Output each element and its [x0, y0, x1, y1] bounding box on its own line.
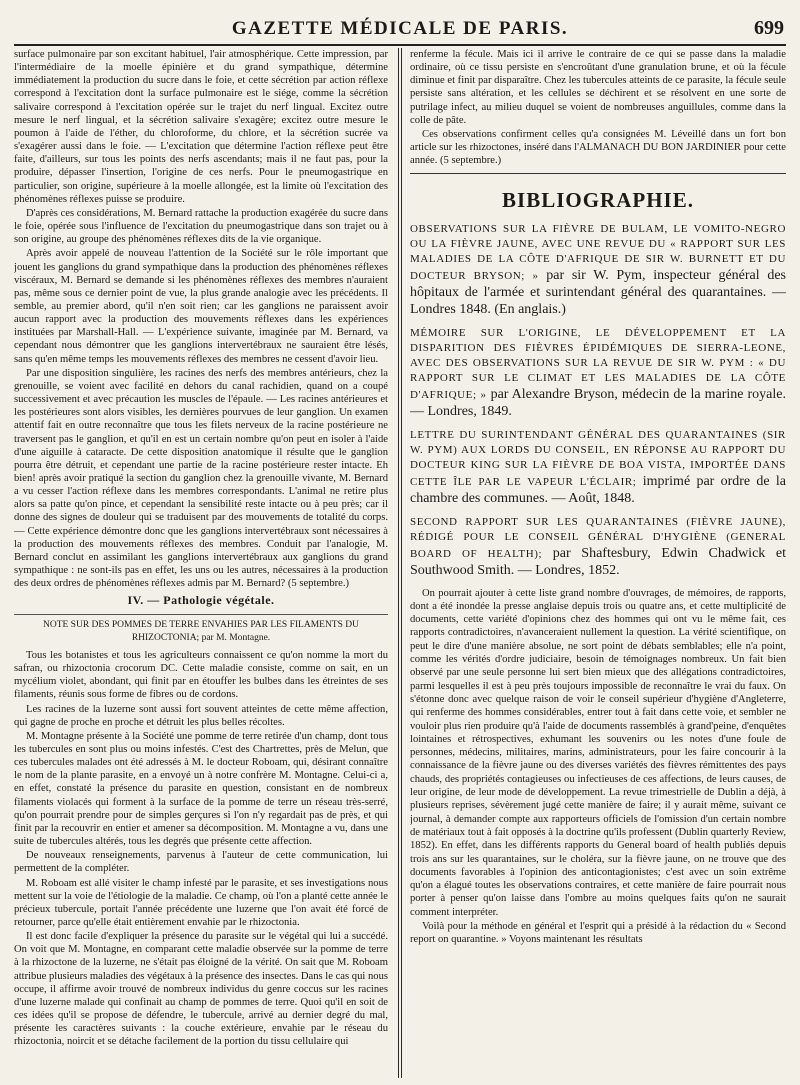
- section-title: IV. — Pathologie végétale.: [127, 593, 275, 608]
- entry-title: OBSERVATIONS SUR LA FIÈVRE DE BULAM, LE VOMITO-NEGRO OU LA FIÈVRE JAUNE, AVEC UNE REVUE DU « RAPPORT SUR LES MALADIES DE LA CÔTE D'AFRIQUE DE SIR W. BURNETT ET DU DOCTEUR BRYSON; »: [410, 222, 786, 282]
- section-rule: [410, 173, 786, 174]
- left-column: [14, 48, 388, 1078]
- entry-author: par Shaftesbury, Edwin Chadwick et Southwood Smith. — Londres, 1852.: [410, 545, 786, 578]
- column-divider: [398, 48, 399, 1078]
- page-header: [14, 14, 786, 46]
- journal-title: GAZETTE MÉDICALE DE PARIS.: [231, 18, 569, 39]
- entry-author: par Alexandre Bryson, médecin de la marine royale. — Londres, 1849.: [410, 386, 786, 419]
- bibliography-title: BIBLIOGRAPHIE.: [502, 188, 694, 213]
- paragraph: D'après ces considérations, M. Bernard rattache la production exagérée du sucre dans le foie, opérée sous l'influence de l'excitation du pneumogastrique dans son trajet ou à son origine, au groupe des phénomènes réflexes dits de la vie organique.: [14, 207, 388, 246]
- paragraph: Par une disposition singulière, les racines des nerfs des membres antérieurs, chez la grenouille, se voient avec facilité en dehors du canal rachidien, quand on a coupé successivement et avec précaution les muscles de l'épaule. — Les racines antérieures et les postérieures sont alors visibles, les dernières pourvues de leur ganglion. Un examen attentif fait en outre reconnaître que tous les filets nerveux de la racine postérieure ne traversent pas le ganglion, et qu'il en est un certain nombre qu'on peut en isoler à l'aide d'une aiguille à cataracte. De cette disposition anatomique il résulte que le ganglion pourra être détruit, et cependant une partie de la racine postérieure rester intacte. Eh bien! après avoir pratiqué la section du ganglion chez la grenouille vivante, M. Bernard a vu cesser l'action réflexe dans les membres correspondants. L'animal ne retire plus alors sa patte qu'on pince, et cependant la sensibilité reste intacte ou à peu près; car il donne des signes de douleur qui se traduisent par des mouvements de totalité du corps. — Cette expérience démontre donc que les ganglions intervertébraux sont nécessaires à la production des mouvements réflexes des membres. Conduit par l'analogie, M. Bernard conclut en assimilant les ganglions intervertébraux aux ganglions du grand sympathique : ne sont-ils pas en effet, les uns ou les autres, nécessaires à la production des deux ordres de phénomènes réflexes admis par M. Bernard? (5 septembre.): [14, 367, 388, 590]
- paragraph: Tous les botanistes et tous les agriculteurs connaissent ce qu'on nomme la mort du safran, ou rhizoctonia crocorum DC. Cette maladie consiste, comme on sait, en un mycélium violet, abondant, qui finit par en étouffer les bulbes dans les étreintes de ses filaments, réunis sous forme de fibres ou de cordons.: [14, 649, 388, 701]
- bibliography-entry: [410, 428, 786, 507]
- entry-author: imprimé par ordre de la chambre des communes. — Août, 1848.: [410, 473, 786, 506]
- review-body: [410, 587, 786, 947]
- paragraph: Après avoir appelé de nouveau l'attention de la Société sur le rôle important que jouent les ganglions du grand sympathique dans la production des phénomènes réflexes viscéraux, M. Bernard se demande si les phénomènes réflexes des membres n'auraient pas, même sous ce dernier point de vue, la plus grande analogie avec les précédents. Il semble, au premier abord, qu'il n'en soit rien; car les ganglions ne paraissent avoir aucun rapport avec la production des mouvements réflexes dans les expériences instituées par Marshall-Hall. — L'expérience suivante, imaginée par M. Bernard, va cependant nous démontrer que les ganglions intervertébraux ne sauraient être lésés, sans qu'en même temps les mouvements réflexes des membres ne cessent d'avoir lieu.: [14, 248, 388, 365]
- paragraph: renferme la fécule. Mais ici il arrive le contraire de ce qui se passe dans la maladie ordinaire, où ce tissu persiste en s'encroûtant d'une granulation brune, et où la fécule diminue et finit par disparaître. Chez les tubercules atteints de ce parasite, la fécule seule persiste sans altération, et les cellules se déchirent et se résolvent en une sorte de putrilage infect, au milieu duquel se voient de nombreuses anguillules, comme dans la colle de pâte.: [410, 49, 786, 126]
- paragraph: Voilà pour la méthode en général et l'esprit qui a présidé à la rédaction du « Second report on quarantine. » Voyons maintenant les résultats: [410, 920, 786, 946]
- paragraph: Ces observations confirment celles qu'a consignées M. Léveillé dans un fort bon article sur les rhizoctones, inséré dans l'ALMANACH DU BON JARDINIER pour cette année. (5 septembre.): [410, 128, 786, 167]
- bibliography-entry: [410, 515, 786, 579]
- page-number: 699: [754, 17, 784, 39]
- paragraph: surface pulmonaire par son excitant habituel, l'air atmosphérique. Cette impression, par l'intermédiaire de la moelle épinière et du grand sympathique, détermine immédiatement la production du sucre dans le foie, et cette sécrétion par action réflexe correspond à l'excitation dont la surface pulmonaire est le siége, comme la sécrétion salivaire correspond à l'excitation opérée sur le trajet du nerf lingual. Excitez outre mesure le nerf lingual, et la sécrétion salivaire s'exagère; excitez outre mesure le poumon à l'aide de l'éther, du chloroforme, du chlore, et la sécrétion sucrée va s'exagérer aussi dans le foie. — L'excitation que détermine l'action réflexe peut être faite, d'ailleurs, sur tous les points des nerfs ascendants; mais il ne faut pas, pour la produire, dépasser l'insertion, l'origine de ces nerfs. Pour le pneumogastrique en particulier, son origine, supérieure à la moelle allongée, est la limite où l'excitation des phénomènes réflexes puisse se produire.: [14, 49, 388, 205]
- note-title: NOTE SUR DES POMMES DE TERRE ENVAHIES PAR LES FILAMENTS DU RHIZOCTONIA; par M. Montagne.: [14, 614, 388, 645]
- bibliography-entry: [410, 326, 786, 420]
- paragraph: Il est donc facile d'expliquer la présence du parasite sur le végétal qui lui a succédé. On voit que M. Montagne, en comparant cette maladie observée sur la pomme de terre à la rhizoctone de la luzerne, ne s'était pas éloigné de la vérité. On sait que M. Roboam attribue plusieurs maladies des végétaux à la présence des insectes. Dans le cas qui nous occupe, il affirme avoir trouvé de nombreux individus du genre coccus sur les racines d'une luzerne malade qui confinait au champ de pommes de terre. Quoi qu'il en soit de ces idées qu'il se propose de défendre, le tubercule, arrivé au dernier degré du mal, présente les caractères suivants : la couche extérieure, envahie par le réseau du rhizoctonia, noircit et se détache facilement de la portion du tissu cellulaire qui: [14, 931, 388, 1048]
- entry-title: LETTRE DU SURINTENDANT GÉNÉRAL DES QUARANTAINES (SIR W. PYM) AUX LORDS DU CONSEIL, EN RÉPONSE AU RAPPORT DU DOCTEUR KING SUR LA FIÈVRE DE BOA VISTA, IMPORTÉE DANS CETTE ÎLE PAR LE VAPEUR L'ÉCLAIR;: [410, 428, 786, 488]
- paragraph: M. Montagne présente à la Société une pomme de terre retirée d'un champ, dont tous les tubercules en sont plus ou moins infestés. C'est des Chartrettes, près de Melun, que ces tubercules malades ont été adressés à M. le docteur Roboam, qui, désirant connaître le nom de la plante parasite, en a envoyé un à notre confrère M. Montagne. Celui-ci a, en effet, constaté la présence du parasite en question, consistant en de nombreux filaments violacés qui forment à la surface de la pomme de terre un réseau très-serré, qu'on pourrait prendre pour de simples gerçures si l'on n'y regardait pas de près, et qui finit par la recouvrir en entier et amener sa décomposition. M. Montagne a vu, dans une suite de tubercules altérés, tous les degrés que présente cette affection.: [14, 730, 388, 848]
- bibliography-entry: [410, 222, 786, 318]
- paragraph: Les racines de la luzerne sont aussi fort souvent atteintes de cette même affection, qui gagne de proche en proche et détruit les plus belles récoltes.: [14, 703, 388, 728]
- paragraph: M. Roboam est allé visiter le champ infesté par le parasite, et ses investigations nous mettent sur la voie de l'étiologie de la maladie. Ce champ, où l'on a planté cette année le précieux tubercule, portait l'année précédente une luzerne que l'on avait été forcé de retourner, parce qu'elle était entièrement envahie par le rhizoctonia.: [14, 877, 388, 928]
- paragraph: De nouveaux renseignements, parvenus à l'auteur de cette communication, lui permettent de la compléter.: [14, 850, 388, 875]
- entry-title: SECOND RAPPORT SUR LES QUARANTAINES (FIÈVRE JAUNE), RÉDIGÉ POUR LE CONSEIL GÉNÉRAL D'HYGIÈNE (GENERAL BOARD OF HEALTH);: [410, 515, 786, 560]
- entry-author: par sir W. Pym, inspecteur général des hôpitaux de l'armée et surintendant général des quarantaines. — Londres 1848. (En anglais.): [410, 267, 786, 317]
- right-column: [410, 48, 786, 1078]
- paragraph: On pourrait ajouter à cette liste grand nombre d'ouvrages, de mémoires, de rapports, dont a été inondée la presse anglaise depuis trois ou quatre ans, et cette multiplicité de documents, cette variété d'opinions chez des hommes qui ont vu le même fait, ces rapports contradictoires, n'avanceraient nullement la question. La vérité scientifique, on peut le dire d'une manière absolue, ne sort point de débats semblables; elle n'a point, comme les vérités d'ordre judiciaire, besoin de témoignages nombreux. Un fait bien observé par une seule personne lui sert bien mieux que des allégations contradictoires, parmi lesquelles il est à peu près toujours impossible de reconnaître le vrai du faux. On s'étonne donc avec quelque raison de voir le conseil supérieur d'hygiène d'Angleterre, qui renferme des hommes considérables, entrer tout à fait dans cette voie, et sembler ne vouloir plus rien produire qu'à l'aide de documents rassemblés à grand'peine, d'enquêtes lointaines et rétrospectives, exhumant les souvenirs ou les notes d'une foule de personnes, médecins, militaires, marins, administrateurs, pour les faire concourir à la connaissance de la fièvre jaune ou des diverses variétés des fièvres rémittentes des pays chauds, des propriétés contagieuses ou infectieuses de ces affections, de leurs causes, de leur origine, de leur mode de développement. La revue trimestrielle de Dublin a déjà, à plusieurs reprises, sévèrement jugé cette manière de faire; il y aurait même, suivant ce journal, à demander compte aux rapporteurs officiels de l'omission d'un certain nombre de matériaux tout à fait opposés à la doctrine qu'ils professent (Dublin quarterly Review, 1852). En effet, dans les différents rapports du General board of health publiés depuis trois ans sur les quarantaines, sur le choléra, sur la fièvre jaune, on ne trouve que des documents favorables à l'opinion des anticontagionistes; c'est avec un soin extrême qu'on a élagué toutes les observations contraires, et cette manière de faire pourrait nous porter à penser qu'on laisse dans l'ombre au moins quelques faits qu'on ne saurait comment interpréter.: [410, 587, 786, 918]
- entry-title: MÉMOIRE SUR L'ORIGINE, LE DÉVELOPPEMENT ET LA DISPARITION DES FIÈVRES ÉPIDÉMIQUES DE SIERRA-LEONE, AVEC DES OBSERVATIONS SUR LA REVUE DE SIR W. PYM : « DU RAPPORT SUR LE CLIMAT ET LES MALADIES DE LA CÔTE D'AFRIQUE; »: [410, 326, 786, 401]
- column-divider-second: [401, 48, 402, 1078]
